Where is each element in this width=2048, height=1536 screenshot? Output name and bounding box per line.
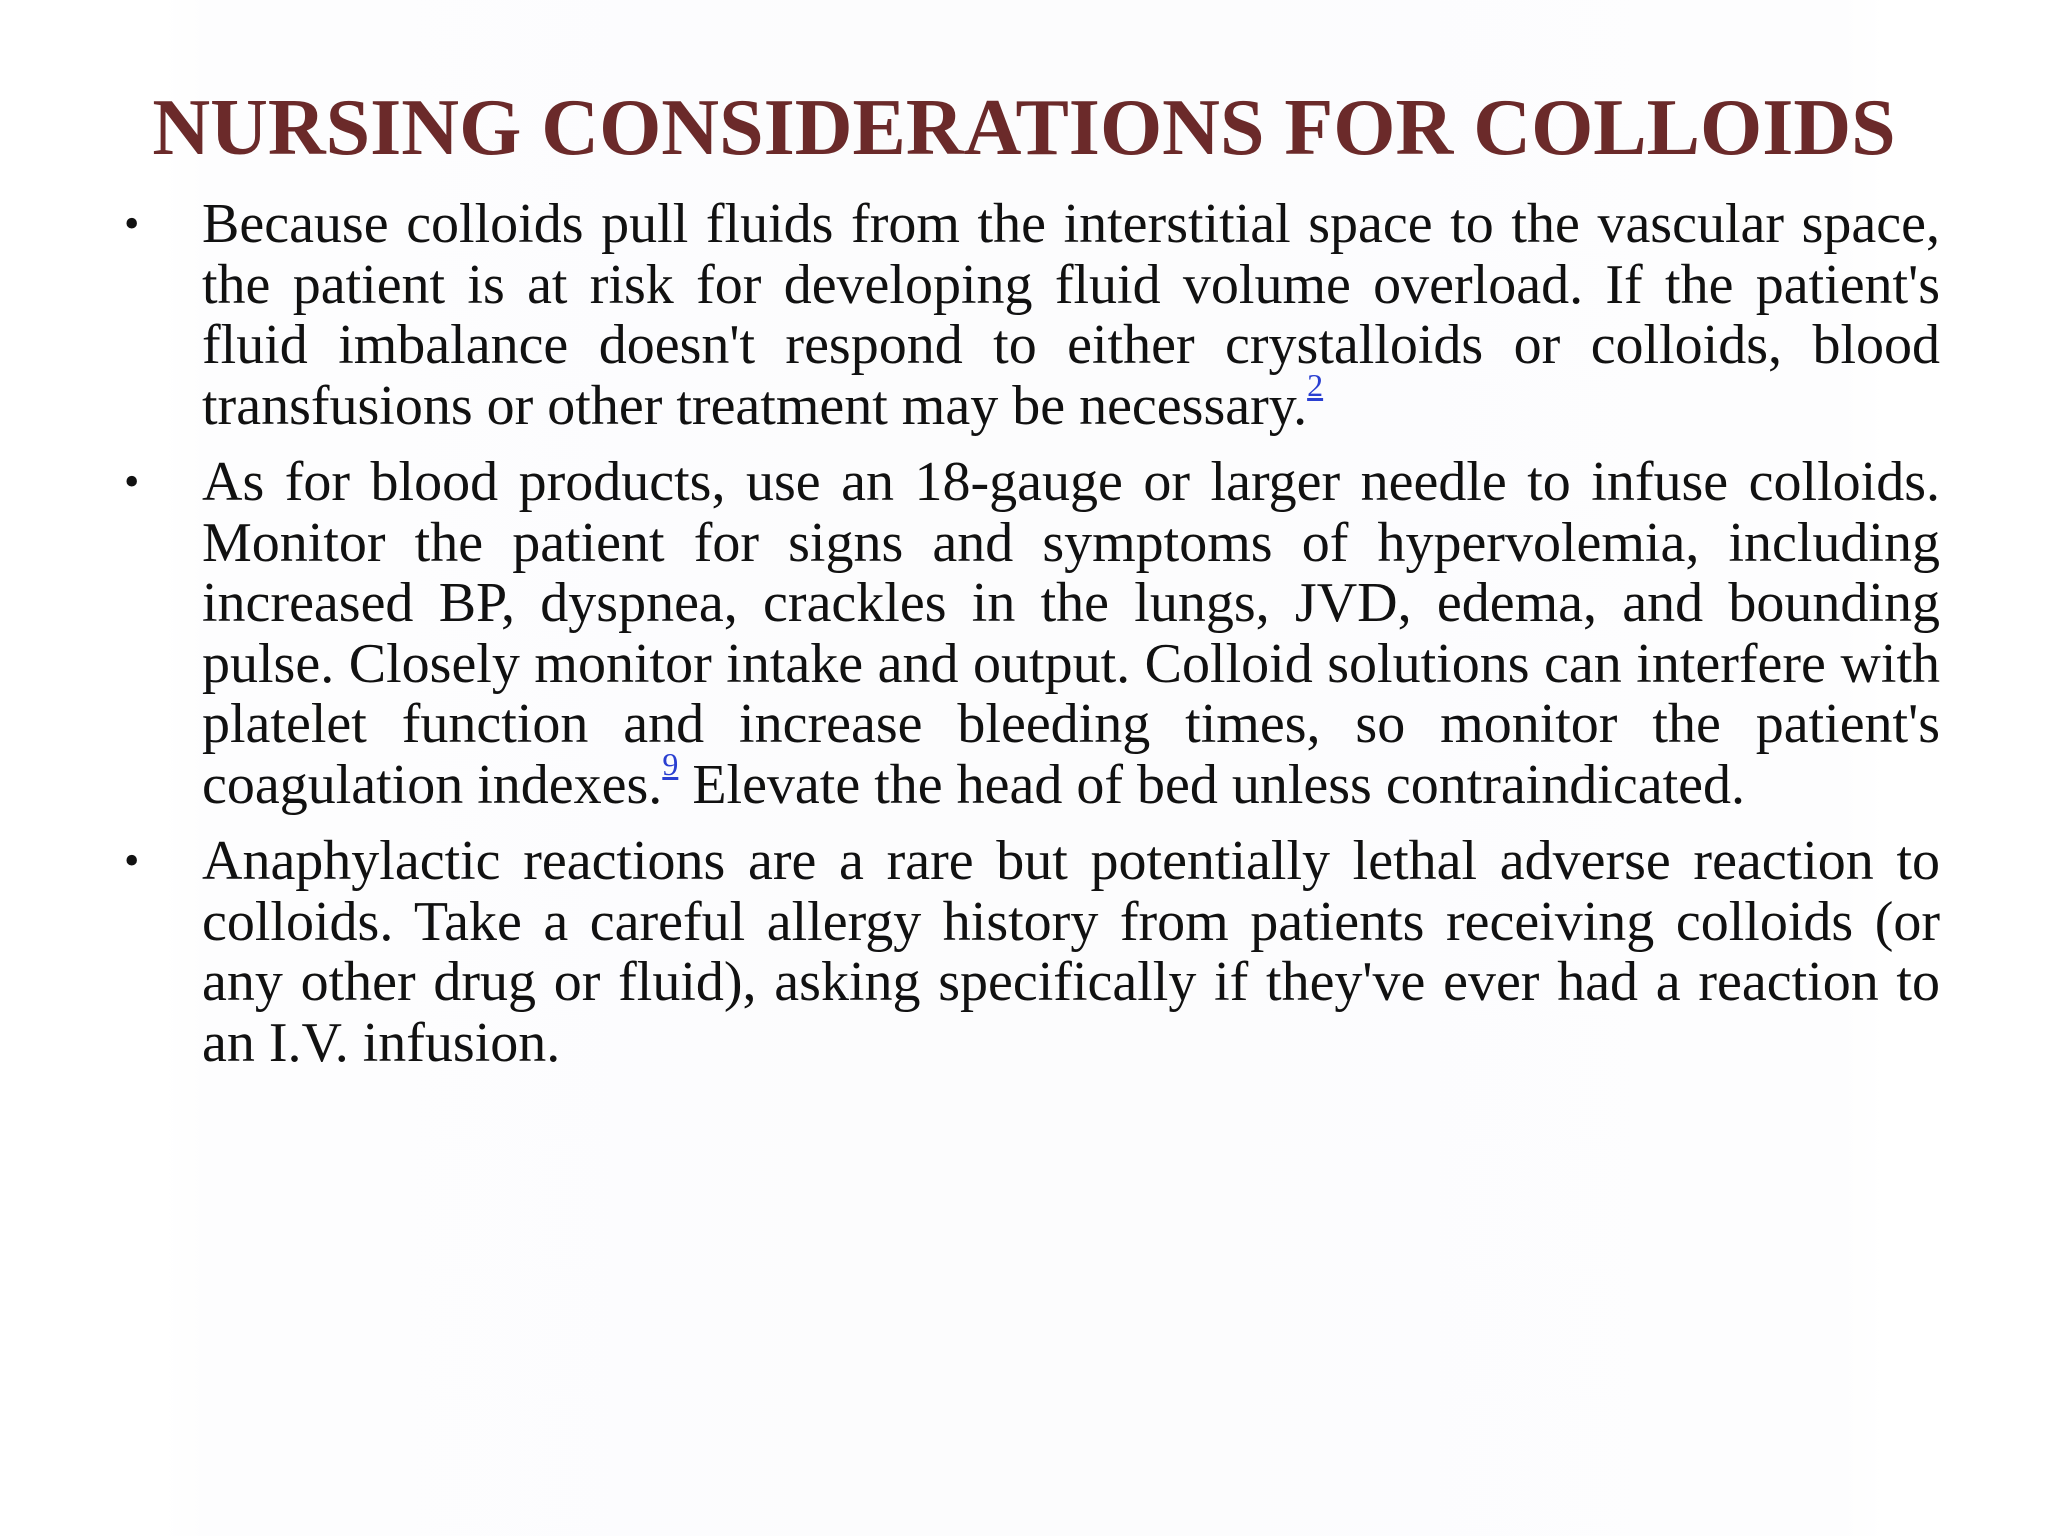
bullet-text-continued: Elevate the head of bed unless contraindicated. [678, 753, 1745, 816]
bullet-item [120, 452, 1940, 815]
bullet-marker: • [124, 457, 140, 506]
bullet-text: As for blood products, use an 18-gauge or larger needle to infuse colloids. Monitor the patient for signs and symptoms of hypervolemia, including increased BP, dyspnea, crackles in the lungs, JVD, edema, and bounding pulse. Closely monitor intake and output. Colloid solutions can interfere with platelet function and increase bleeding times, so monitor the patient's coagulation indexes. [202, 451, 1940, 816]
citation-link[interactable]: 2 [1307, 366, 1324, 403]
bullet-text: Because colloids pull fluids from the interstitial space to the vascular space, the patient is at risk for developing fluid volume overload. If the patient's fluid imbalance doesn't respond to either crystalloids or colloids, blood transfusions or other treatment may be necessary. [202, 193, 1940, 437]
bullet-marker: • [124, 199, 140, 248]
slide-title: NURSING CONSIDERATIONS FOR COLLOIDS [152, 84, 1896, 172]
bullet-marker: • [124, 836, 140, 885]
bullet-list [120, 194, 1940, 1089]
citation-link[interactable]: 9 [662, 745, 679, 782]
bullet-item [120, 831, 1940, 1073]
bullet-text: Anaphylactic reactions are a rare but potentially lethal adverse reaction to colloids. Take a careful allergy history from patients receiving colloids (or any other drug or fluid), asking specifically if they've ever had a reaction to an I.V. infusion. [202, 830, 1940, 1074]
bullet-item [120, 194, 1940, 436]
